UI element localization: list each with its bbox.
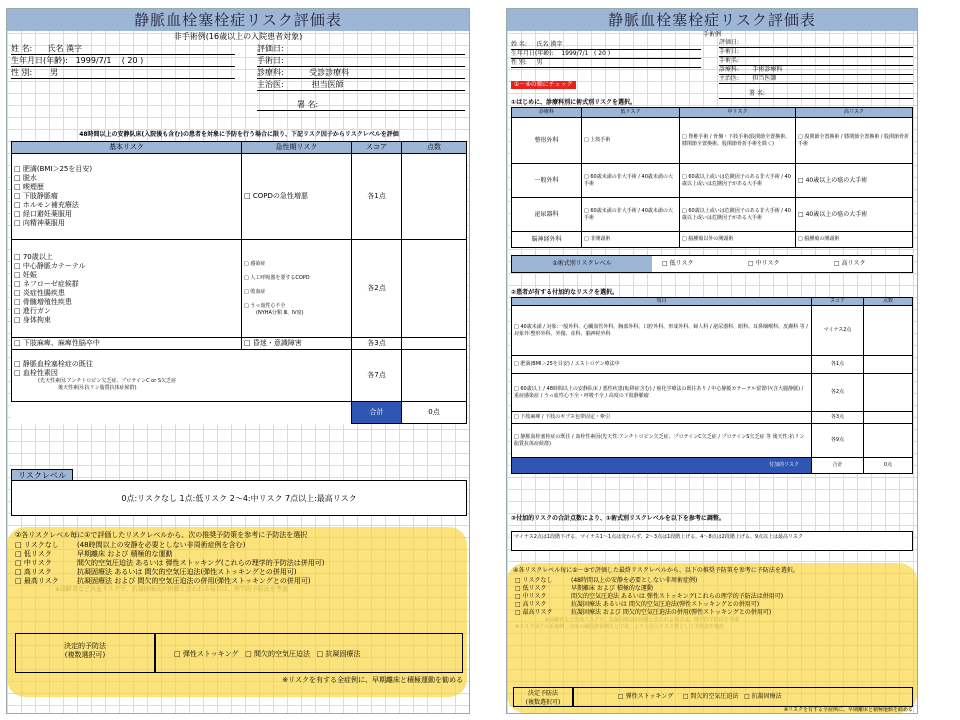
right-surgery-name[interactable]: 手術名: (719, 57, 913, 66)
checkbox-item[interactable]: □ 60歳以上或いは危険因子のある非大手術 / 40歳以上或いは危険因子がある大手術 (682, 208, 791, 221)
option-anticoagulant[interactable]: □ 抗凝固療法 (744, 693, 782, 700)
checkbox-item[interactable]: □ 喫煙歴 (14, 183, 239, 192)
right-age[interactable]: ( 20 ) (594, 50, 611, 57)
right-final-options (573, 687, 913, 707)
final-method-options (155, 633, 463, 673)
checkbox-item[interactable]: □ 人工呼吸器を要するCOPD (244, 275, 349, 282)
right-surgery-date[interactable]: 手術日: (719, 48, 913, 57)
addon-total-label: 付加的リスク (512, 458, 812, 474)
checkbox-item[interactable]: □ 脳腫瘍以外の開頭術 (682, 236, 733, 242)
measure-checkbox[interactable]: □ リスクなし (515, 577, 571, 585)
right-sheet (506, 8, 918, 714)
left-instruction: 48時間以上の安静队床(入院後も含む)の患者を対象に予防を行う場合に限り、下記リスク因子からリスクレベルを評価 (79, 131, 399, 138)
score-cell-4[interactable] (402, 350, 467, 402)
checkbox-item[interactable]: □ 昏迷・意識障害 (244, 339, 302, 347)
checkbox-item[interactable]: □ 70歳以上 (14, 253, 239, 262)
left-subtitle: 非手術例(16歳以上の入院患者対象) (173, 32, 303, 41)
right-subtitle: 手術例 (702, 31, 721, 38)
checkbox-item[interactable]: □ うっ血性心不全 (244, 303, 349, 310)
option-compression[interactable]: □ 間欠的空気圧迫法 (683, 693, 739, 700)
step3-text: ③付加的リスクの合計点数により、①術式別リスクレベルを以下を参考に調整。 (511, 515, 725, 522)
checkbox-item[interactable]: □ 下肢麻痺 / 下肢のギプス包帯固定・牽引 (514, 414, 610, 420)
score-cell-1[interactable] (402, 154, 467, 240)
measure-checkbox[interactable]: □ リスクなし (15, 541, 77, 550)
left-sheet (6, 8, 470, 714)
measure-checkbox[interactable]: □ 低リスク (15, 550, 77, 559)
right-sign[interactable]: 署 名: (719, 90, 913, 99)
left-measures: □ リスクなし (48時間以上の安静を必要としない非周術症例を含む) □ 低リスク 早期離床 および 積極的な運動 □ 中リスク 間欠的空気圧迫法 あるいは 弾性ストッキング(これらの理学的予防法は併用可) □ 高リスク 抗凝固療法 あるいは 間欠的空気圧迫法(弾性ストッキングとの併用可) □ 最高リスク 抗凝固療法 および 間欠的空気圧迫法の併用(弾性ストッキングとの併用可) ※高齢者など出血リスクで、抗凝固療法が困難と思われる場合は、理学的予防法を考慮 (15, 541, 465, 594)
left-eval-date[interactable]: 評価日: (257, 43, 465, 55)
measure-checkbox[interactable]: □ 中リスク (515, 593, 571, 601)
checkbox-item[interactable]: □ 妊娠 (14, 271, 239, 280)
step1-text: ①はじめに、診療科別に術式別リスクを選択。 (511, 99, 636, 106)
measure-checkbox[interactable]: □ 最高リスク (15, 577, 77, 586)
measure-checkbox[interactable]: □ 最高リスク (515, 609, 571, 617)
left-info: 評価日: 手術日: 診療科: 受診診療科 主治医: 担当医師 署 名: (257, 43, 465, 111)
step2-table: 項目 スコア 点数 □ 40歳未満 / 対象:一般外科、心臓血管外科、胸部外科、口腔外科、形成外科、婦人科 / 泌尿器科、眼科、耳鼻咽喉科、皮膚科 等 / 対象外:整形外科、外傷、産科、脳神経外科 マイナス2点 □ 肥満(BMI＞25を目安) / エストロゲン療法中 各1点 □ 60歳以上 / 48時間以上の安静队床 / 悪性疾患(転移症含む) / 癌化学療法の既往あり / 中心静脈カテーテル留置中(含大腿静脈) / 重症感染症 / うっ血性心不全・呼吸不全 / 高度の下肢静脈瘤 各2点 □ 下肢麻痺 / 下肢のギプス包帯固定・牽引 各3点 □ 静脈血栓塞栓症の既往 / 血栓性素因(先天性:アンチトロビン欠乏症、プロテインC欠乏症 / プロテインS欠乏症 等 後天性:抗リン脂質抗体症候群) 各9点 付加的リスク 合計 0点 (511, 297, 913, 474)
checkbox-item[interactable]: □ 60歳未満の非大手術 / 40歳未満の大手術 (584, 208, 673, 221)
measure-checkbox[interactable]: □ 中リスク (15, 559, 77, 568)
step1-table: 診療科 低リスク 中リスク 高リスク 整形外科 □ 上肢手術 □ 脊椎手術 / 骨盤・下肢手術(股関節全置換術、膝関節全置換術、股関節骨折手術を除く) □ 股関節全置換術 / 膝関節全置換術 / 股関節骨折手術 一般外科 □ 60歳未満の非大手術 / 40歳未満の大手術 □ 60歳以上或いは危険因子のある非大手術 / 40歳以上或いは危険因子がある大手術 □ 40歳以上の癌の大手術 泌尿器科 □ 60歳未満の非大手術 / 40歳未満の大手術 □ 60歳以上或いは危険因子のある非大手術 / 40歳以上或いは危険因子がある大手術 □ 40歳以上の癌の大手術 脳神経外科 □ 非開頭術 □ 脳腫瘍以外の開頭術 □ 脳腫瘍の開頭術 (511, 107, 913, 248)
risk-level-text: 0点:リスクなし 1点:低リスク 2〜4:中リスク 7点以上:最高リスク (11, 480, 467, 516)
result-low[interactable]: □ 低リスク (662, 260, 693, 268)
checkbox-item[interactable]: □ 静脈血栓塞栓症の既往 / 血栓性素因(先天性:アンチトロビン欠乏症、プロテインC欠乏症 / プロテインS欠乏症 等 後天性:抗リン脂質抗体症候群) (514, 434, 804, 447)
checkbox-item[interactable]: □ 脱水 (14, 174, 239, 183)
left-footer: ※リスクを有する全症例に、早期離床と積極運動を勧める (282, 676, 463, 684)
right-measures: □ リスクなし (48時間以上の安静を必要としない非周術症例) □ 低リスク 早期離床 および 積極的な運動 □ 中リスク 間欠的空気圧迫法 あるいは 弾性ストッキング(これらの理学的予防法は併用可) □ 高リスク 抗凝固療法 あるいは 間欠的空気圧迫法(弾性ストッキングとの併用可) □ 最高リスク 抗凝固療法 および 間欠的空気圧迫法の併用(弾性ストッキングとの併用可) ※高齢者など出血リスクで、抗凝固療法が困難と思われる場合は、理学的予防法を考慮 ※リスク因子の重複例、高度の凝固異常例などでは、より上位のリスク群として予防法を検討 (515, 577, 913, 631)
checkbox-item[interactable]: □ 下肢静脈瘤 (14, 192, 239, 201)
measure-checkbox[interactable]: □ 高リスク (15, 568, 77, 577)
score-cell-2[interactable] (402, 240, 467, 338)
checkbox-item[interactable]: □ 経口避妊薬服用 (14, 210, 239, 219)
result-high[interactable]: □ 高リスク (834, 260, 865, 268)
left-sign[interactable]: 署 名: (257, 99, 465, 111)
left-risk-table: 基本リスク 急性期リスク スコア 点数 □ 肥満(BMI＞25を目安) □ 脱水 □ 喫煙歴 □ 下肢静脈瘤 □ ホルモン補充療法 □ 経口避妊薬服用 □ 向精神薬服用 □ COPDの急性増悪 各1点 □ 70歳以上 □ 中心静脈カテーテル □ 妊娠 □ ネフローゼ症候群 □ 炎症性腸疾患 □ 骨髄増殖性疾患 □ 進行ガン □ 身体拘束 □ 感染症 □ 人工呼吸器を要するCOPD □ 敗血症 □ うっ血性心不全 (NYHA分類 Ⅲ、Ⅳ度) 各2点 □ 下肢麻痺、麻痺性脳卒中 □ 昏迷・意識障害 各3点 □ 静脈血栓塞栓症の既往 □ 血栓性素因 (先天性素因:アンチトロビン欠乏症、プロテインC or S欠乏症 後天性素因:抗リン脂質抗体症候群) 各7点 合計 0点 (11, 141, 467, 424)
right-patient: 姓 名: 氏名 漢字 生年月日(年齢): 1999/7/1 ( 20 ) 性 別: 男 (511, 41, 701, 68)
step4-text: ④各リスクレベル毎に①〜③で評価した最終リスクレベルから、以下の推奨予防策を参考に予防法を選択。 (513, 567, 799, 574)
left-measures-intro: ②各リスクレベル毎に①で評価したリスクレベルから、次の推奨予防策を参考に予防法を選択 (15, 531, 308, 539)
checkbox-item[interactable]: □ 60歳以上或いは危険因子のある非大手術 / 40歳以上或いは危険因子がある大手術 (682, 174, 791, 187)
right-footer: ※リスクを有する全症例に、早期離床と積極運動を勧める (783, 707, 913, 713)
checkbox-item[interactable]: □ 炎症性腸疾患 (14, 289, 239, 298)
step3-box: マイナス2点は1段階下げる、マイナス1〜1点は変わらず、2〜3点は1段階上げる、4〜8点は2段階上げる、9点以上は最高リスク (511, 531, 913, 551)
checkbox-item[interactable]: □ 下肢麻痺、麻痺性脳卒中 (14, 339, 100, 347)
right-birth[interactable]: 1999/7/1 (561, 50, 589, 57)
option-anticoagulant[interactable]: □ 抗凝固療法 (317, 650, 361, 658)
checkbox-item[interactable]: □ 40歳未満 / 対象:一般外科、心臓血管外科、胸部外科、口腔外科、形成外科、婦人科 / 泌尿器科、眼科、耳鼻咽喉科、皮膚科 等 / 対象外:整形外科、外傷、産科、脳神経外科 (514, 324, 808, 337)
check-order-tag: ①〜④の順にチェック (511, 81, 576, 89)
checkbox-item[interactable]: □ 上肢手術 (584, 137, 610, 143)
result-mid[interactable]: □ 中リスク (748, 260, 779, 268)
checkbox-item[interactable]: □ 身体拘束 (14, 316, 239, 325)
checkbox-item[interactable]: □ 感染症 (244, 261, 349, 268)
step2-text: ②患者が有する付加的なリスクを選択。 (511, 289, 618, 296)
checkbox-item[interactable]: □ ネフローゼ症候群 (14, 280, 239, 289)
measure-checkbox[interactable]: □ 高リスク (515, 601, 571, 609)
left-dept[interactable]: 受診診療科 (309, 68, 350, 77)
checkbox-item[interactable]: □ 進行ガン (14, 307, 239, 316)
score-cell[interactable] (864, 306, 913, 356)
checkbox-item[interactable]: □ 40歳以上の癌の大手術 (798, 211, 867, 218)
checkbox-item[interactable]: □ 脊椎手術 / 骨盤・下肢手術(股関節全置換術、膝関節全置換術、股関節骨折手術を除く) (682, 134, 790, 147)
left-age[interactable]: ( 20 ) (121, 56, 144, 65)
score-cell[interactable] (864, 424, 913, 458)
checkbox-item[interactable]: □ 敗血症 (244, 289, 349, 296)
right-dept[interactable]: 手術診療科 (752, 66, 783, 73)
left-name[interactable]: 氏名 漢字 (47, 44, 83, 53)
right-sex[interactable]: 男 (536, 59, 543, 66)
left-doctor[interactable]: 担当医師 (311, 80, 344, 89)
checkbox-item[interactable]: □ COPDの急性増悪 (244, 192, 308, 200)
option-compression[interactable]: □ 間欠的空気圧迫法 (245, 650, 310, 658)
checkbox-item[interactable]: □ 股関節全置換術 / 膝関節全置換術 / 股関節骨折手術 (798, 134, 909, 147)
checkbox-item[interactable]: □ 血栓性素因 (14, 369, 349, 378)
step1-result: ①術式別リスクレベル □ 低リスク □ 中リスク □ 高リスク (511, 255, 913, 273)
score-cell[interactable] (864, 412, 913, 424)
checkbox-item[interactable]: □ ホルモン補充療法 (14, 201, 239, 210)
checkbox-item[interactable]: □ 非開頭術 (584, 236, 610, 242)
checkbox-item[interactable]: □ 静脈血栓塞栓症の既往 (14, 360, 349, 369)
right-doctor[interactable]: 担当医師 (752, 75, 777, 82)
checkbox-item[interactable]: □ 肥満(BMI＞25を目安) (14, 165, 239, 174)
checkbox-item[interactable]: □ 向精神薬服用 (14, 219, 239, 228)
score-cell[interactable] (864, 374, 913, 412)
right-info: 評価日: 手術日: 手術名: 診療科: 手術診療科 主治医: 担当医師 署 名: (719, 39, 913, 99)
left-patient: 姓 名: 氏名 漢字 生年月日(年齢): 1999/7/1 ( 20 ) 性 別: 男 (11, 43, 235, 79)
option-stocking[interactable]: □ 弾性ストッキング (174, 650, 238, 658)
final-method-label: 決定的予防法 (複数選択可) (15, 633, 155, 673)
risk-level-tab: リスクレベル (11, 469, 73, 481)
checkbox-item[interactable]: □ 中心静脈カテーテル (14, 262, 239, 271)
checkbox-item[interactable]: □ 60歳未満の非大手術 / 40歳未満の大手術 (584, 174, 673, 187)
score-cell-3[interactable] (402, 338, 467, 350)
total-label: 合計 (352, 402, 402, 424)
score-cell[interactable] (864, 356, 913, 374)
checkbox-item[interactable]: □ 脳腫瘍の開頭術 (798, 236, 839, 242)
left-surgery-date[interactable]: 手術日: (257, 55, 465, 67)
checkbox-item[interactable]: □ 60歳以上 / 48時間以上の安静队床 / 悪性疾患(転移症含む) / 癌化学療法の既往あり / 中心静脈カテーテル留置中(含大腿静脈) / 重症感染症 / うっ血性心不全・呼吸不全 / 高度の下肢静脈瘤 (514, 386, 803, 399)
right-eval-date[interactable]: 評価日: (719, 39, 913, 48)
checkbox-item[interactable]: □ 骨髄増殖性疾患 (14, 298, 239, 307)
option-stocking[interactable]: □ 弾性ストッキング (618, 693, 673, 700)
total-value: 0点 (402, 402, 467, 424)
left-group1 (12, 154, 242, 240)
checkbox-item[interactable]: □ 肥満(BMI＞25を目安) / エストロゲン療法中 (514, 361, 620, 367)
right-final-label: 決定予防法 (複数選択可) (513, 687, 573, 707)
measure-checkbox[interactable]: □ 低リスク (515, 585, 571, 593)
right-title: 静脈血栓塞栓症リスク評価表 (507, 9, 917, 31)
left-birth[interactable]: 1999/7/1 (75, 56, 112, 65)
right-name[interactable]: 氏名 漢字 (536, 41, 563, 48)
left-title: 静脈血栓塞栓症リスク評価表 (7, 9, 469, 31)
left-sex[interactable]: 男 (50, 68, 59, 77)
checkbox-item[interactable]: □ 40歳以上の癌の大手術 (798, 177, 867, 184)
addon-total-value: 0点 (864, 458, 913, 474)
